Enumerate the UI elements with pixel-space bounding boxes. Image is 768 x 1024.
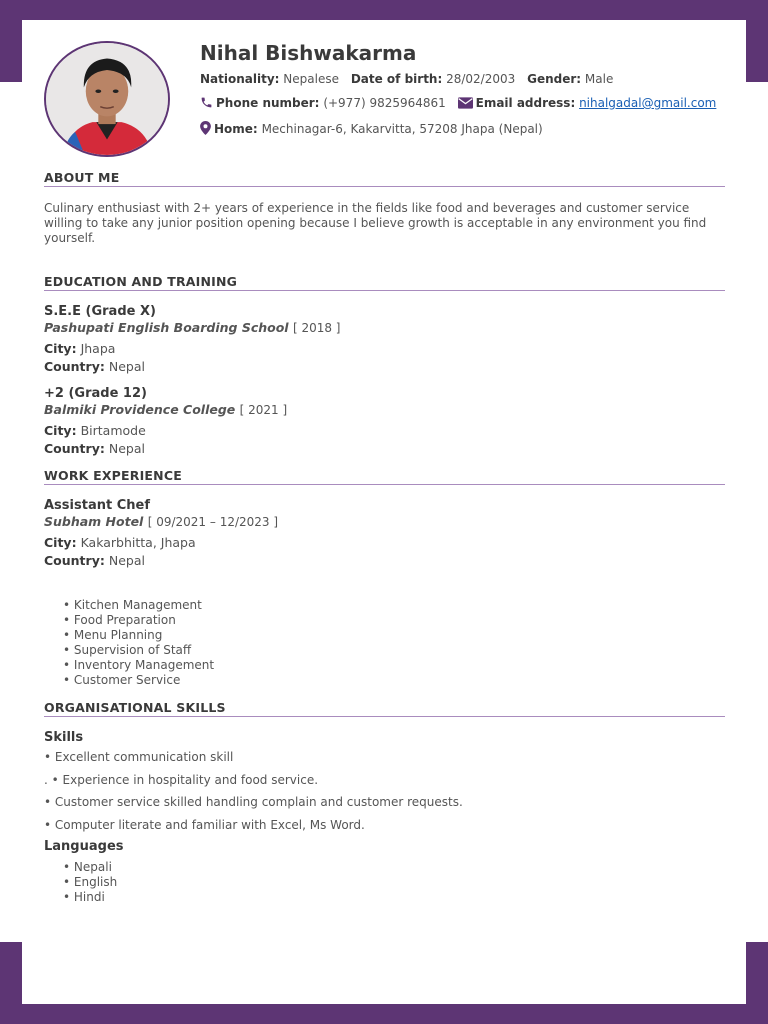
list-item: • English [63, 875, 725, 890]
work-section-title: WORK EXPERIENCE [44, 468, 725, 485]
country-label: Country: [44, 553, 105, 568]
frame-top-bar [0, 0, 768, 20]
list-item: • Kitchen Management [63, 598, 725, 613]
education-school-name: Pashupati English Boarding School [44, 320, 289, 335]
frame-left-top-tab [0, 20, 22, 82]
country-value: Nepal [108, 441, 145, 456]
education-degree: S.E.E (Grade X) [44, 304, 156, 319]
country-value: Nepal [108, 359, 145, 374]
list-item: • Food Preparation [63, 613, 725, 628]
about-text: Culinary enthusiast with 2+ years of experience in the fields like food and beverages and customer service willing to take any junior position opening because I believe growth is acceptable in any environment you find yourself. [44, 201, 707, 245]
list-item: • Inventory Management [63, 658, 725, 673]
education-city [44, 340, 725, 358]
contact-line [200, 96, 716, 112]
home-value: Mechinagar-6, Kakarvitta, 57208 Jhapa (Nepal) [261, 122, 543, 136]
education-country [44, 440, 725, 458]
list-item: • Menu Planning [63, 628, 725, 643]
org-skills-section-title: ORGANISATIONAL SKILLS [44, 700, 725, 717]
work-country [44, 552, 725, 570]
skill-line: • Computer literate and familiar with Excel, Ms Word. [44, 817, 365, 832]
nationality-value: Nepalese [283, 72, 339, 86]
skill-line: • Excellent communication skill [44, 750, 234, 764]
frame-right-bottom-tab [746, 942, 768, 1004]
city-value: Birtamode [80, 423, 146, 438]
education-school [44, 320, 725, 335]
city-label: City: [44, 423, 77, 438]
candidate-name: Nihal Bishwakarma [200, 41, 417, 65]
skills-heading: Skills [44, 730, 84, 745]
education-degree: +2 (Grade 12) [44, 386, 147, 401]
education-date: [ 2018 ] [292, 321, 341, 335]
languages-list [44, 860, 725, 905]
gender-value: Male [584, 72, 614, 86]
list-item: • Nepali [63, 860, 725, 875]
education-city [44, 422, 725, 440]
country-value: Nepal [108, 553, 145, 568]
city-label: City: [44, 535, 77, 550]
city-value: Jhapa [80, 341, 116, 356]
work-employer [44, 514, 725, 529]
about-section-title: ABOUT ME [44, 170, 725, 187]
education-date: [ 2021 ] [239, 403, 288, 417]
country-label: Country: [44, 359, 105, 374]
education-school-name: Balmiki Providence College [44, 402, 236, 417]
education-entry [44, 386, 725, 458]
work-date: [ 09/2021 – 12/2023 ] [147, 515, 279, 529]
email-label: Email address: [475, 96, 576, 110]
work-city [44, 534, 725, 552]
frame-right-top-tab [746, 20, 768, 82]
education-section-title: EDUCATION AND TRAINING [44, 274, 725, 291]
skill-line: . • Experience in hospitality and food service. [44, 772, 319, 787]
skill-line: • Customer service skilled handling complain and customer requests. [44, 795, 463, 809]
personal-info-line [200, 72, 613, 86]
dob-value: 28/02/2003 [446, 72, 516, 86]
list-item: • Customer Service [63, 673, 725, 688]
city-label: City: [44, 341, 77, 356]
home-label: Home: [214, 122, 258, 136]
dob-label: Date of birth: [350, 72, 443, 86]
gender-label: Gender: [527, 72, 582, 86]
resume-body [44, 170, 725, 905]
country-label: Country: [44, 441, 105, 456]
location-pin-icon [200, 121, 211, 138]
profile-photo [44, 41, 170, 157]
phone-label: Phone number: [216, 96, 320, 110]
frame-left-bottom-tab [0, 942, 22, 1004]
education-school [44, 402, 725, 417]
education-country [44, 358, 725, 376]
phone-value: (+977) 9825964861 [323, 96, 446, 110]
work-entry [44, 498, 725, 688]
frame-bottom-bar [0, 1004, 768, 1024]
city-value: Kakarbhitta, Jhapa [80, 535, 196, 550]
email-link[interactable]: nihalgadal@gmail.com [579, 96, 717, 110]
list-item: • Supervision of Staff [63, 643, 725, 658]
address-line [200, 121, 543, 138]
email-icon [458, 97, 473, 112]
languages-heading: Languages [44, 839, 124, 854]
profile-photo-illustration [46, 43, 168, 155]
work-duties-list [44, 598, 725, 688]
phone-icon [200, 96, 213, 112]
education-entry [44, 304, 725, 376]
work-employer-name: Subham Hotel [44, 514, 144, 529]
nationality-label: Nationality: [200, 72, 280, 86]
work-role: Assistant Chef [44, 498, 150, 513]
skills-list [44, 746, 725, 836]
list-item: • Hindi [63, 890, 725, 905]
